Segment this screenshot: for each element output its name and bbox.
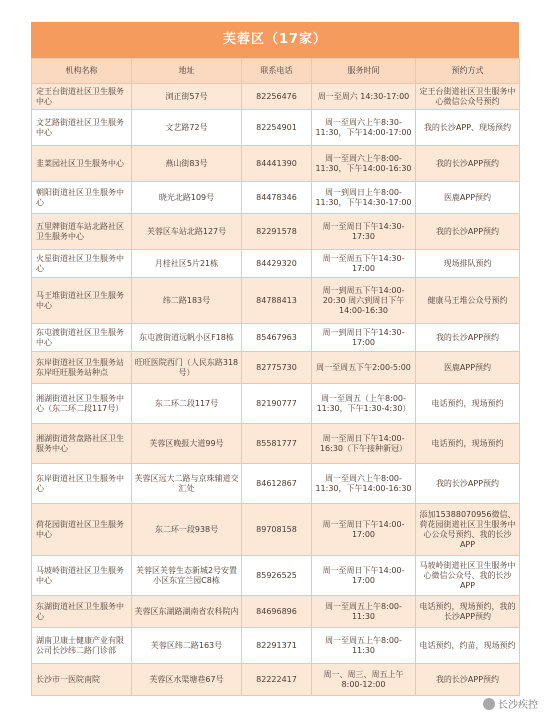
table-row	[32, 464, 520, 504]
cell-booking: 我的长沙APP预约	[416, 464, 520, 504]
cell-phone: 82775730	[242, 352, 312, 384]
cell-name: 东屯渡街道社区卫生服务中心	[32, 324, 132, 352]
cell-hours: 周一至周日下午14:30-17:30	[312, 214, 416, 250]
cell-booking: 我的长沙APP预约	[416, 146, 520, 182]
table-row	[32, 214, 520, 250]
cell-phone: 84788413	[242, 278, 312, 324]
cell-address: 东屯渡街道远帆小区F18栋	[132, 324, 242, 352]
cell-name: 荷花园街道社区卫生服务中心	[32, 504, 132, 556]
table-row	[32, 424, 520, 464]
table-row	[32, 504, 520, 556]
cell-hours: 周一至周日下午14:00-16:30（下午接种新冠）	[312, 424, 416, 464]
cell-phone: 82291371	[242, 628, 312, 664]
cell-name: 长沙市一医院南院	[32, 664, 132, 696]
header-hours: 服务时间	[312, 59, 416, 84]
cell-name: 东湖街道社区卫生服务中心	[32, 596, 132, 628]
table-row	[32, 110, 520, 146]
cell-phone: 82291578	[242, 214, 312, 250]
cell-booking: 添加15388070956微信、荷花园街道社区卫生服务中心公众号预约、我的长沙APP	[416, 504, 520, 556]
cell-address: 文艺路72号	[132, 110, 242, 146]
cell-address: 旺旺医院西门（人民东路318号）	[132, 352, 242, 384]
cell-booking: 我的长沙APP预约	[416, 324, 520, 352]
cell-booking: 电话预约，现场预约	[416, 424, 520, 464]
cell-booking: 我的长沙APP预约	[416, 664, 520, 696]
cell-address: 东二环一段938号	[132, 504, 242, 556]
table-row	[32, 556, 520, 596]
cell-hours: 周一至周六上午8:30-11:30，下午14:00-17:00	[312, 110, 416, 146]
cell-hours: 周一至周五（上午8:00-11:30，下午1:30-4:30）	[312, 384, 416, 424]
cell-hours: 周一、周三、周五上午8:00-12:00	[312, 664, 416, 696]
cell-booking: 医鹿APP预约	[416, 182, 520, 214]
table-row	[32, 596, 520, 628]
cell-name: 文艺路街道社区卫生服务中心	[32, 110, 132, 146]
cell-name: 湘湖街道营盘路社区卫生服务中心	[32, 424, 132, 464]
cell-address: 芙蓉区远大二路与京珠辅道交汇处	[132, 464, 242, 504]
table-row	[32, 84, 520, 110]
table-row	[32, 384, 520, 424]
watermark	[483, 696, 538, 711]
cell-hours: 周一至周六上午8:00-11:30，下午14:00-16:30	[312, 146, 416, 182]
cell-address: 芙蓉区东湖路湖南省农科院内	[132, 596, 242, 628]
cell-hours: 周一至周日下午14:00-17:00	[312, 504, 416, 556]
cell-booking: 我的长沙APP预约	[416, 214, 520, 250]
cell-name: 五里牌街道车站北路社区卫生服务中心	[32, 214, 132, 250]
cell-address: 晓光北路109号	[132, 182, 242, 214]
cell-booking: 定王台街道社区卫生服务中心微信公众号预约	[416, 84, 520, 110]
table-row	[32, 352, 520, 384]
cell-address: 芙蓉区车站北路127号	[132, 214, 242, 250]
cell-address: 芙蓉区芙蓉生态新城2号安置小区东宜兰园C8栋	[132, 556, 242, 596]
cell-address: 浏正街57号	[132, 84, 242, 110]
cell-booking: 电话预约，现场预约，我的长沙APP预约	[416, 596, 520, 628]
cell-phone: 85926525	[242, 556, 312, 596]
cell-phone: 89708158	[242, 504, 312, 556]
cell-booking: 我的长沙APP、现场预约	[416, 110, 520, 146]
table-row	[32, 182, 520, 214]
cell-phone: 85581777	[242, 424, 312, 464]
cell-address: 月桂社区5片21栋	[132, 250, 242, 278]
cell-address: 东二环二段117号	[132, 384, 242, 424]
cell-phone: 84612867	[242, 464, 312, 504]
cell-name: 朝阳街道社区卫生服务中心	[32, 182, 132, 214]
cell-phone: 84441390	[242, 146, 312, 182]
header-name: 机构名称	[32, 59, 132, 84]
cell-phone: 82190777	[242, 384, 312, 424]
institution-table	[31, 58, 520, 696]
cell-phone: 82222417	[242, 664, 312, 696]
cell-address: 纬二路183号	[132, 278, 242, 324]
cell-address: 芙蓉区纬二路163号	[132, 628, 242, 664]
cell-phone: 84429320	[242, 250, 312, 278]
table-row	[32, 146, 520, 182]
cell-hours: 周一至周五下午2:00-5:00	[312, 352, 416, 384]
watermark-text: 长沙疾控	[498, 700, 538, 711]
cell-hours: 周一至周五上午8:00-11:30	[312, 596, 416, 628]
cell-name: 火星街道社区卫生服务中心	[32, 250, 132, 278]
cell-name: 马坡岭街道社区卫生服务中心	[32, 556, 132, 596]
cell-hours: 周一至周五下午14:30-17:00	[312, 250, 416, 278]
cell-hours: 周一至周五上午8:00-11:30	[312, 628, 416, 664]
cell-address: 芙蓉区晚报大道99号	[132, 424, 242, 464]
cell-booking: 电话预约，现场预约	[416, 384, 520, 424]
cell-hours: 周一到周五下午14:00-20:30 周六到周日下午14:00-16:30	[312, 278, 416, 324]
cell-booking: 健康马王堆公众号预约	[416, 278, 520, 324]
cell-name: 东岸街道社区卫生服务中心	[32, 464, 132, 504]
cell-address: 燕山街83号	[132, 146, 242, 182]
cell-name: 马王堆街道社区卫生服务中心	[32, 278, 132, 324]
cell-phone: 84478346	[242, 182, 312, 214]
header-booking: 预约方式	[416, 59, 520, 84]
cell-hours: 周一至周六 14:30-17:00	[312, 84, 416, 110]
page-title: 芙蓉区（17家）	[31, 22, 519, 58]
table-header-row	[32, 59, 520, 84]
wechat-icon	[483, 698, 495, 710]
cell-hours: 周一到周日上午8:00-11:30，下午14:30-17:00	[312, 182, 416, 214]
table-container	[31, 22, 519, 696]
cell-address: 芙蓉区水渠塘巷67号	[132, 664, 242, 696]
cell-booking: 医鹿APP预约	[416, 352, 520, 384]
cell-phone: 85467963	[242, 324, 312, 352]
cell-phone: 82254901	[242, 110, 312, 146]
cell-hours: 周一至周日下午14:00-17:00	[312, 556, 416, 596]
cell-name: 东岸街道社区卫生服务站东岸旺旺服务站种点	[32, 352, 132, 384]
header-address: 地址	[132, 59, 242, 84]
cell-booking: 电话预约，约苗，现场预约	[416, 628, 520, 664]
table-row	[32, 324, 520, 352]
table-row	[32, 250, 520, 278]
cell-booking: 马坡岭街道社区卫生服务中心微信公众号、我的长沙APP	[416, 556, 520, 596]
cell-hours: 周一至周六上午8:00-11:30，下午14:00-16:30	[312, 464, 416, 504]
cell-name: 韭菜园社区卫生服务中心	[32, 146, 132, 182]
cell-phone: 82256476	[242, 84, 312, 110]
table-row	[32, 664, 520, 696]
header-phone: 联系电话	[242, 59, 312, 84]
table-row	[32, 628, 520, 664]
table-body	[32, 84, 520, 696]
cell-hours: 周一到周日下午14:30-17:00	[312, 324, 416, 352]
cell-name: 湘湖街道社区卫生服务中心（东二环二段117号）	[32, 384, 132, 424]
cell-name: 定王台街道社区卫生服务中心	[32, 84, 132, 110]
table-row	[32, 278, 520, 324]
cell-name: 湖南卫康士健康产业有限公司长沙纬二路门诊部	[32, 628, 132, 664]
cell-phone: 84696896	[242, 596, 312, 628]
cell-booking: 现场排队预约	[416, 250, 520, 278]
